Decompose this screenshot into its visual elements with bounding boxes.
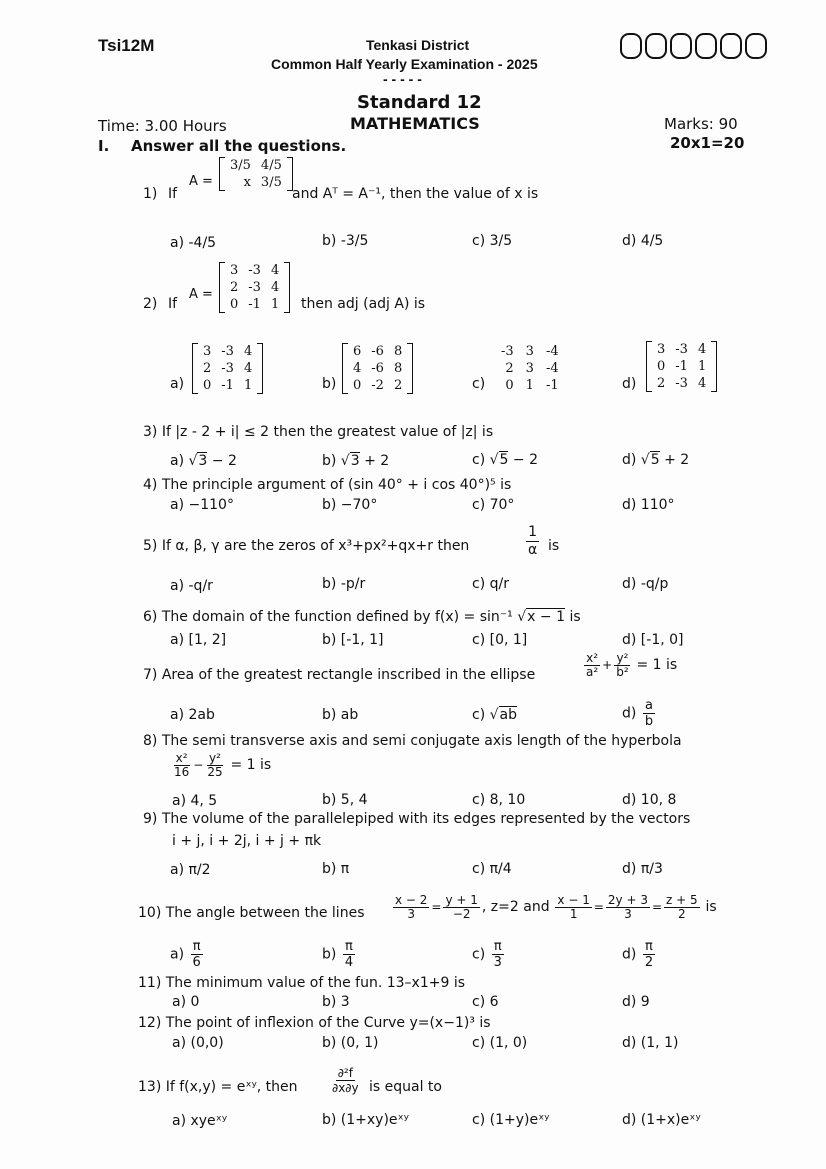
q4-option-b: b) −70° [322,497,378,513]
q1-option-d-label: d) [622,233,637,249]
q1-number: 1) [143,186,158,202]
m-cell: -1 [248,297,261,312]
q8-option-d: d) 10, 8 [622,792,677,808]
m-cell: -3 [501,344,514,359]
m-cell: 0 [203,378,212,393]
q1-option-d: 4/5 [640,233,664,249]
q9-option-d-label: d) [622,861,637,877]
q5-frac-num: 1 [528,524,538,540]
q8-frac2-num: y² [209,751,221,765]
q2-option-b-label: b) [322,376,337,392]
q11-option-c: c) 6 [472,994,499,1010]
q11-option-b: b) 3 [322,994,350,1010]
q5-option-b-label: b) [322,576,337,592]
q10-l2-den: −2 [452,907,471,921]
m-cell: 4 [243,361,253,376]
q3-option-b: 3 [350,453,360,469]
m-cell: 3 [525,344,534,359]
m-cell: 8 [393,361,403,376]
q6-option-a: a) [1, 2] [170,632,227,648]
m-cell: -6 [371,344,384,359]
q3-option-b-label: b) [322,453,337,469]
q10-l3-den: 1 [569,907,578,921]
q3-option-a-label: a) [170,453,185,469]
q5-text: 5) If α, β, γ are the zeros of x³+px²+qx+r then [143,538,470,554]
subject: MATHEMATICS [350,114,480,133]
reg-box [695,33,717,59]
q6-option-c: c) [0, 1] [472,632,528,648]
reg-box [670,33,692,59]
q3-option-d: 5 [650,452,660,468]
q2-option-c-label: c) [472,376,486,392]
q11-option-a: a) 0 [172,994,200,1010]
m-cell: 1 [270,297,280,312]
m-cell: 0 [353,378,362,393]
m-cell: 4/5 [260,158,282,173]
q3-option-d-tail: + 2 [659,452,690,468]
section-number: I. [98,137,110,155]
q13-option-c: c) (1+y)eˣʸ [472,1112,550,1128]
reg-box [645,33,667,59]
m-cell: -4 [545,361,559,376]
q13-option-d: d) (1+x)eˣʸ [622,1112,701,1128]
q6-text: 6) The domain of the function defined by f(x) = sin⁻¹ [143,609,513,625]
q9-vectors: i + j, i + 2j, i + j + πk [172,833,322,849]
q4-option-c: c) 70° [472,497,515,513]
m-cell: 1 [525,378,534,393]
q5-frac-den: α [528,542,538,558]
m-cell: 0 [505,378,514,393]
m-cell: x [243,175,251,190]
m-cell: -3 [248,263,261,278]
m-cell: 2 [657,376,666,391]
exam-title: Common Half Yearly Examination - 2025 [271,56,538,72]
q10-l4-den: 3 [624,907,632,921]
q10-option-c-label: c) [472,946,486,963]
m-cell: -4 [545,344,559,359]
q10-l1-den: 3 [407,907,416,921]
m-cell: 3 [657,342,666,357]
q1-option-a: -4/5 [188,235,217,251]
m-cell: 3 [203,344,212,359]
q8-frac1-den: 16 [174,765,190,779]
q7-text: 7) Area of the greatest rectangle inscribed in the ellipse [143,667,536,683]
m-cell: -3 [675,376,688,391]
m-cell: 1 [243,378,253,393]
q1-if: If [168,186,178,202]
q2-number: 2) [143,296,158,312]
marks: Marks: 90 [664,115,738,133]
m-cell: 2 [230,280,239,295]
q6-option-d: d) [-1, 0] [622,632,684,648]
q13-frac-den: ∂x∂y [332,1081,359,1095]
q11-option-d: d) 9 [622,994,650,1010]
q3-option-a: 3 [198,453,208,469]
q1-text: and Aᵀ = A⁻¹, then the value of x is [292,186,539,202]
q10-option-d-label: d) [622,946,637,963]
q10-option-d-den: 2 [644,955,654,970]
m-cell: 8 [393,344,403,359]
reg-box [745,33,767,59]
q8-frac1-num: x² [175,751,188,765]
q2-text: then adj (adj A) is [301,296,426,312]
q7-plus: + [602,658,613,672]
q5-option-c: q/r [489,576,509,592]
q10-l5-num: z + 5 [666,893,698,907]
q3-option-a-tail: − 2 [207,453,237,469]
q6-radicand: x − 1 [527,609,565,625]
q7-tail: = 1 is [636,657,678,673]
q10-l4-num: 2y + 3 [607,893,648,907]
q11-text: 11) The minimum value of the fun. 13–x1+9 is [138,975,466,991]
q12-option-c: c) (1, 0) [472,1035,528,1051]
q10-option-b-den: 4 [344,955,354,970]
q12-option-d: d) (1, 1) [622,1035,679,1051]
q9-option-a: π/2 [188,862,211,878]
q10-option-b-num: π [345,939,353,954]
q10-l2-num: y + 1 [445,893,478,907]
m-cell: 4 [243,344,253,359]
q9-option-a-label: a) [170,862,185,878]
q13-tail: is equal to [369,1079,442,1095]
q10-text: 10) The angle between the lines [138,905,365,921]
q5-option-b: -p/r [340,576,366,592]
q13-option-a: a) xyeˣʸ [172,1113,228,1129]
m-cell: -3 [675,342,688,357]
q10-l1-num: x − 2 [395,893,428,907]
q9-option-b: b) π [322,861,350,877]
reg-box [620,33,642,59]
q7-frac2-num: y² [616,651,629,665]
m-cell: 4 [697,376,707,391]
q2-option-d [646,341,717,392]
q7-frac1-num: x² [586,651,599,665]
q10-option-b-label: b) [322,946,337,963]
q8-option-a: a) 4, 5 [172,793,218,809]
q8-minus: − [193,758,204,772]
q7-option-b: b) ab [322,707,359,723]
q1-matrix [219,157,293,191]
m-cell: -1 [221,378,234,393]
q4-text: 4) The principle argument of (sin 40° + i cos 40°)⁵ is [143,477,512,493]
q3-option-c-label: c) [472,452,486,468]
q10-option-a-label: a) [170,946,185,963]
m-cell: 4 [270,280,280,295]
reg-box [720,33,742,59]
m-cell: -6 [371,361,384,376]
q10-option-c-den: 3 [493,955,502,970]
q2-matrix [219,262,290,313]
q8-option-c: c) 8, 10 [472,792,526,808]
m-cell: 0 [230,297,239,312]
q6-tail: is [569,609,581,625]
q13-frac-num: ∂²f [337,1066,353,1080]
q4-option-d: d) 110° [622,497,675,513]
q10-l3-num: x − 1 [557,893,590,907]
q10-option-c-num: π [493,939,502,954]
m-cell: -1 [675,359,688,374]
m-cell: 3 [230,263,239,278]
q13-option-b: b) (1+xy)eˣʸ [322,1112,409,1128]
q2-option-c [495,343,565,394]
q2-option-a-label: a) [170,376,185,392]
q10-option-a-den: 6 [192,955,201,970]
instruction: Answer all the questions. [131,137,347,155]
q1-option-b: -3/5 [340,233,369,249]
q7-option-d-label: d) [622,705,637,722]
q5-option-a-label: a) [170,578,185,594]
register-number-boxes [620,33,770,59]
m-cell: 3/5 [230,158,251,173]
q2-a-eq: A = [189,287,213,302]
q10-l5-den: 2 [678,907,686,921]
q3-option-b-tail: + 2 [359,453,390,469]
q12-text: 12) The point of inflexion of the Curve y=(x−1)³ is [138,1015,491,1031]
m-cell: -3 [248,280,261,295]
q10-eq2: = [593,900,604,914]
q7-option-a: a) 2ab [170,707,215,723]
q5-option-d: -q/p [640,576,669,592]
q8-tail: = 1 is [230,757,272,773]
q5-tail: is [548,538,560,554]
q6-option-b: b) [-1, 1] [322,632,384,648]
m-cell: 2 [393,378,403,393]
q5-option-d-label: d) [622,576,637,592]
q2-option-a [192,343,263,394]
q7-option-c-label: c) [472,707,486,723]
q2-option-d-label: d) [622,376,637,392]
q12-option-a: a) (0,0) [172,1035,224,1051]
q1-option-a-label: a) [170,235,185,251]
q7-frac1-den: a² [586,665,599,679]
m-cell: 1 [697,359,707,374]
time: Time: 3.00 Hours [98,117,227,135]
q12-option-b: b) (0, 1) [322,1035,379,1051]
m-cell: -3 [221,344,234,359]
district: Tenkasi District [366,37,470,53]
mark-scheme: 20x1=20 [670,134,745,152]
q10-tail: is [705,899,717,915]
m-cell: 2 [203,361,212,376]
m-cell: 6 [353,344,362,359]
q5-option-a: -q/r [188,578,213,594]
q10-mid: , z=2 and [481,899,550,915]
q2-option-b [342,343,413,394]
m-cell: 3 [525,361,534,376]
q9-option-c: π/4 [489,861,512,877]
q9-option-d: π/3 [640,861,663,877]
q3-option-d-label: d) [622,452,637,468]
q5-option-c-label: c) [472,576,486,592]
q1-a-eq: A = [189,174,213,189]
q9-text: 9) The volume of the parallelepiped with its edges represented by the vectors [143,811,691,827]
q2-if: If [168,296,178,312]
q8-option-b: b) 5, 4 [322,792,368,808]
m-cell: -2 [371,378,384,393]
q3-text: 3) If |z - 2 + i| ≤ 2 then the greatest value of |z| is [143,424,494,440]
q7-option-c: ab [499,707,518,723]
q7-frac2-den: b² [616,665,629,679]
q8-frac2-den: 25 [207,765,223,779]
m-cell: 2 [505,361,514,376]
m-cell: 4 [697,342,707,357]
q1-option-c: 3/5 [489,233,513,249]
m-cell: 4 [270,263,280,278]
q1-option-b-label: b) [322,233,337,249]
m-cell: -3 [221,361,234,376]
q4-option-a: a) −110° [170,497,234,513]
m-cell: 3/5 [260,175,282,190]
m-cell: 0 [657,359,666,374]
m-cell: -1 [545,378,559,393]
q3-option-c: 5 [499,452,509,468]
standard: Standard 12 [357,92,482,113]
m-cell: 4 [353,361,362,376]
q13-text: 13) If f(x,y) = eˣʸ, then [138,1079,298,1095]
q3-option-c-tail: − 2 [508,452,539,468]
q1-option-c-label: c) [472,233,486,249]
q10-option-d-num: π [645,939,653,954]
q9-option-c-label: c) [472,861,486,877]
q10-eq: = [431,900,442,914]
q7-option-d-num: a [644,698,653,713]
divider: - - - - - [383,71,422,87]
q8-text: 8) The semi transverse axis and semi conjugate axis length of the hyperbola [143,733,682,749]
q10-option-a-num: π [192,939,201,954]
q10-eq3: = [651,900,663,914]
q7-option-d-den: b [644,714,654,729]
paper-code: Tsi12M [98,36,155,55]
